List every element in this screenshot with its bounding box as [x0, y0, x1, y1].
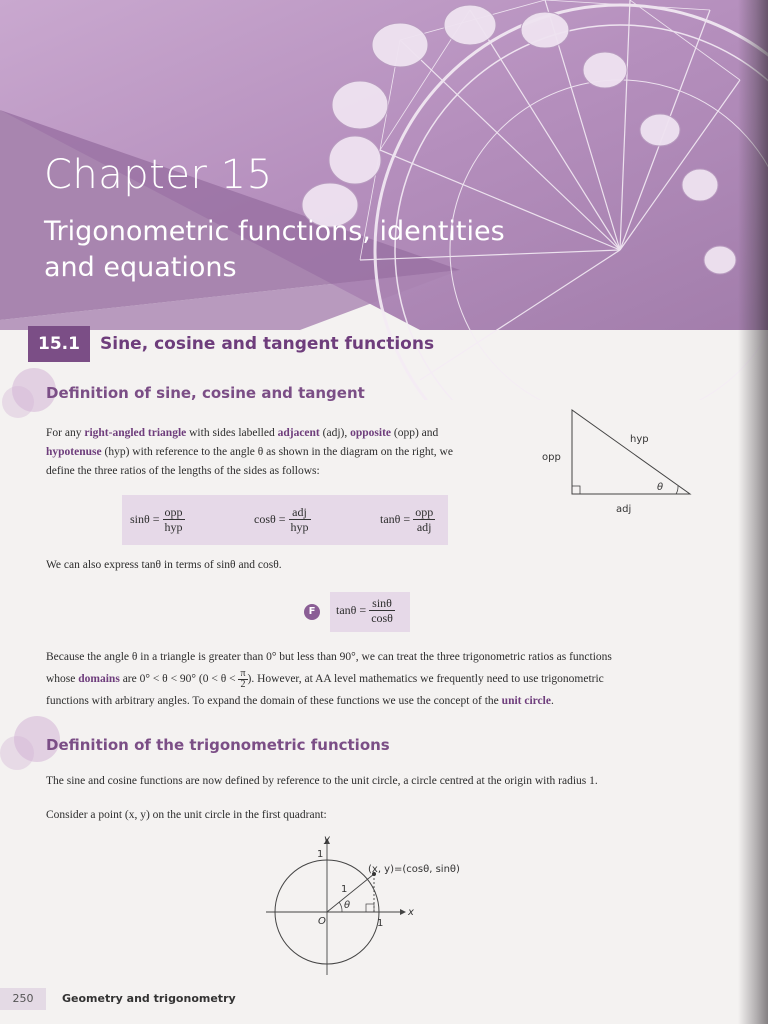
- unit-circle-one-right: 1: [377, 918, 384, 929]
- tan-identity-box: [330, 592, 410, 632]
- term-hypotenuse: hypotenuse: [46, 446, 102, 458]
- term-right-angled-triangle: right-angled triangle: [84, 427, 187, 439]
- unit-circle-diagram: [260, 830, 490, 980]
- chapter-title-line2: and equations: [44, 252, 237, 284]
- unit-circle-definition-text: The sine and cosine functions are now defined by reference to the unit circle, a circle centred at the origin with radius 1.: [46, 775, 598, 787]
- chapter-title-line1: Trigonometric functions, identities: [44, 216, 505, 247]
- chapter-title: [44, 214, 604, 287]
- intro-paragraph: For any right-angled triangle with sides labelled adjacent (adj), opposite (opp) and hypotenuse (hyp) with reference to the angle θ as shown in the diagram on the right, we define the three ratios of the lengths of the sides as follows:: [46, 427, 453, 477]
- section-number: 15.1: [28, 326, 90, 362]
- formula-booklet-icon: F: [304, 604, 320, 620]
- domain-paragraph: Because the angle θ in a triangle is greater than 0° but less than 90°, we can treat the three trigonometric ratios as functions whose domains are 0° < θ < 90° (0 < θ < $\frac{\pi}{2}$ ). However, at AA level mathematics we frequently need to use trigonometric functions with arbitrary angles. To expand the domain of these functions we use the concept of the unit circle.: [46, 651, 612, 707]
- unit-circle-point-label: (x, y)=(cosθ, sinθ): [368, 864, 460, 875]
- subheading-definition-sin-cos-tan: Definition of sine, cosine and tangent: [46, 384, 365, 402]
- section-title: Sine, cosine and tangent functions: [100, 334, 435, 354]
- unit-circle-theta-label: θ: [344, 900, 351, 911]
- section-header: [28, 326, 448, 362]
- heading-bubble-decoration: [0, 736, 34, 770]
- subheading-definition-trig-functions: Definition of the trigonometric functions: [46, 736, 390, 754]
- triangle-label-opp: opp: [542, 452, 561, 463]
- sin-definition: sinθ = $\frac{\text{opp}}{\text{hyp}}$: [130, 505, 183, 534]
- unit-circle-origin-label: O: [318, 916, 326, 927]
- tan-identity: tanθ = $\frac{\sin\theta}{\cos\theta}$: [336, 596, 393, 625]
- triangle-label-theta: θ: [657, 482, 664, 493]
- unit-circle-y-axis-label: y: [324, 834, 330, 845]
- term-adjacent: adjacent: [277, 427, 320, 439]
- unit-circle-radius-label: 1: [341, 884, 348, 895]
- cos-definition: cosθ = $\frac{\text{adj}}{\text{hyp}}$: [254, 505, 309, 534]
- triangle-label-hyp: hyp: [630, 434, 649, 445]
- tan-definition: tanθ = $\frac{\text{opp}}{\text{adj}}$: [380, 505, 434, 534]
- term-domains: domains: [78, 673, 120, 685]
- heading-bubble-decoration: [2, 386, 34, 418]
- ratio-definitions-box: [122, 495, 448, 545]
- term-opposite: opposite: [350, 427, 392, 439]
- unit-circle-one-top: 1: [317, 849, 324, 860]
- page-binding-shadow: [738, 0, 768, 1024]
- tan-express-text: We can also express tanθ in terms of sinθ and cosθ.: [46, 559, 282, 571]
- unit-circle-x-axis-label: x: [408, 907, 414, 918]
- term-unit-circle: unit circle: [501, 695, 551, 707]
- right-triangle-diagram: [538, 404, 698, 514]
- consider-point-text: Consider a point (x, y) on the unit circle in the first quadrant:: [46, 809, 327, 821]
- page-number: 250: [0, 988, 46, 1010]
- triangle-label-adj: adj: [616, 504, 632, 514]
- footer-running-title: Geometry and trigonometry: [62, 992, 236, 1005]
- chapter-number: Chapter 15: [44, 152, 273, 198]
